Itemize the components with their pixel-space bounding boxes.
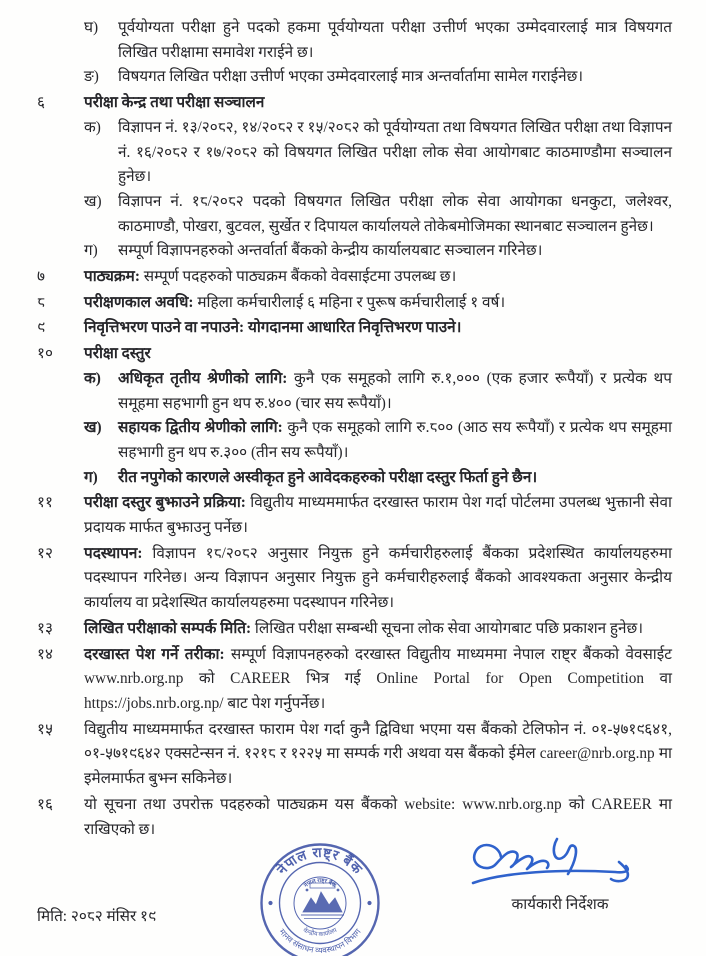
seal-inner-top-text: नेपाल राष्ट्र बैंक [303,878,337,890]
item-number: १५ [37,720,53,738]
text-run: कुनै एक समूहको लागि रु.१,००० (एक हजार रूपैयाँ) र प्रत्येक थप समूहमा सहभागी हुन थप रु.४०० (चार सय रूपैयाँ)। [118,369,672,412]
item-number: १४ [37,645,53,663]
item-text [84,491,672,540]
notice-list [37,16,672,842]
sub-item-text [118,466,672,491]
item-text [84,542,672,616]
notice-item [37,718,672,792]
text-run: परीक्षा केन्द्र तथा परीक्षा सञ्चालन [84,94,265,112]
item-text [84,643,672,717]
notice-item [37,91,672,264]
item-text [84,718,672,792]
text-run: परीक्षा दस्तुर [84,345,151,363]
notice-item [37,265,672,290]
item-body [84,265,672,290]
sub-item-text [118,65,672,90]
text-run: महिला कर्मचारीलाई ६ महिना र पुरूष कर्मचारीलाई १ वर्ष। [197,293,506,311]
sub-item-letter: ग) [84,468,98,486]
item-body [84,91,672,264]
item-number: १२ [37,544,53,562]
notice-footer [37,845,672,956]
text-run: सम्पूर्ण पदहरुको पाठ्यक्रम बैंकको वेवसाईटमा उपलब्ध छ। [143,268,457,286]
sub-item [84,116,672,190]
item-text [84,265,672,290]
text-run: विद्युतीय माध्यममार्फत दरखास्त फाराम पेश गर्दा कुनै द्विविधा भएमा यस बैंकको टेलिफोन नं. ०१-५७१९६४१, ०१-५७१९६४२ एक्सटेन्सन नं. १२१८ र १२२५ मा सम्पर्क गरी अथवा यस बैंकको ईमेल career@nrb.org.np मा इमेलमार्फत बुझ्न सकिनेछ। [84,720,672,788]
text-run: सहायक द्वितीय श्रेणीको लागि: [118,419,288,437]
text-run: अधिकृत तृतीय श्रेणीको लागि: [118,369,295,387]
notice-date: मिति: २०८२ मंसिर १९ [37,908,156,926]
svg-text:केन्द्रीय कार्यालय [302,926,339,938]
notice-item [37,16,672,90]
notice-item [37,342,672,490]
sub-item-text [118,190,672,239]
executive-director-signature-icon [465,831,655,893]
item-body [84,291,672,316]
signatory-title: कार्यकारी निर्देशक [511,896,609,914]
text-run: यो सूचना तथा उपरोक्त पदहरुको पाठ्यक्रम यस बैंकको website: www.nrb.org.np को CAREER मा राखिएको छ। [84,795,672,838]
signature-block [450,831,670,918]
text-run: पूर्वयोग्यता परीक्षा हुने पदको हकमा पूर्वयोग्यता परीक्षा उत्तीर्ण भएका उम्मेदवारलाई मात्र विषयगत लिखित परीक्षामा समावेश गराईने छ। [118,19,672,61]
notice-item [37,542,672,616]
item-body [84,16,672,90]
sub-item [84,466,672,491]
text-run: परीक्षा दस्तुर बुझाउने प्रक्रिया: [84,494,251,512]
item-number: ९ [37,319,45,337]
item-number: १६ [37,795,53,813]
sub-item-letter: ङ) [84,68,99,86]
item-number: ६ [37,94,45,112]
text-run: कुनै एक समूहको लागि रु.८०० (आठ सय रूपैयाँ) र प्रत्येक थप समूहमा सहभागी हुन थप रु.३०० (तीन सय रूपैयाँ)। [118,419,673,461]
sub-item-text [118,367,672,416]
text-run: परीक्षणकाल अवधि: [84,293,198,311]
item-number: ११ [37,494,53,512]
item-text [84,91,672,116]
item-text [84,291,672,316]
notice-item [37,316,672,341]
sub-item-text [118,116,672,190]
item-body [84,718,672,792]
text-run: सम्पूर्ण विज्ञापनहरुको अन्तर्वार्ता बैंकको केन्द्रीय कार्यालयबाट सञ्चालन गरिनेछ। [118,242,543,260]
sub-item [84,239,672,264]
seal-outer-bottom-text: मानव संसाधन व्यवस्थापन विभाग [277,927,363,956]
item-number: ८ [37,293,45,311]
item-number: ७ [37,268,45,286]
sub-item-letter: क) [84,118,101,136]
text-run: विज्ञापन १८/२०८२ अनुसार नियुक्त हुने कर्मचारीहरुलाई बैंकका प्रदेशस्थित कार्यालयहरुमा पदस्थापन गरिनेछ। अन्य विज्ञापन अनुसार नियुक्त हुने कर्मचारीहरुलाई बैंकको आवश्यकता अनुसार केन्द्रीय कार्यालय वा प्रदेशस्थित कार्यालयहरुमा पदस्थापन गरिनेछ। [84,544,672,612]
item-body [84,617,672,642]
item-body [84,491,672,540]
item-body [84,316,672,341]
text-run: विज्ञापन नं. १३/२०८२, १४/२०८२ र १५/२०८२ को पूर्वयोग्यता तथा विषयगत लिखित परीक्षा तथा विज्ञापन नं. १६/२०८२ र १७/२०८२ को विषयगत लिखित परीक्षा लोक सेवा आयोगबाट काठमाण्डौमा सञ्चालन हुनेछ। [118,118,672,186]
sub-item [84,190,672,239]
item-body [84,643,672,717]
seal-inner-bottom-text: केन्द्रीय कार्यालय [301,927,339,939]
sub-item-text [118,16,672,65]
text-run: विज्ञापन नं. १८/२०८२ पदको विषयगत लिखित परीक्षा लोक सेवा आयोगका धनकुटा, जलेश्वर, काठमाण्डौ, पोखरा, बुटवल, सुर्खेत र दिपायल कार्यालयले तोकेबमोजिमका स्थानबाट सञ्चालन हुनेछ। [118,192,672,235]
item-number: १० [37,345,53,363]
item-body [84,542,672,616]
sub-item-letter: ख) [84,419,102,437]
sub-item-letter: क) [84,369,101,387]
sub-item-text [118,416,672,465]
sub-item-letter: ग) [84,242,98,260]
item-text [84,617,672,642]
sub-item-text [118,239,672,264]
text-run: पाठ्यक्रम: [84,268,144,286]
text-run: लिखित परीक्षा सम्बन्धी सूचना लोक सेवा आयोगबाट पछि प्रकाशन हुनेछ। [254,619,644,637]
svg-text:नेपाल राष्ट्र बैंक [273,845,366,878]
text-run: रीत नपुगेको कारणले अस्वीकृत हुने आवेदकहरुको परीक्षा दस्तुर फिर्ता हुने छैन। [118,468,538,486]
text-run: दरखास्त पेश गर्ने तरीका: [84,645,231,663]
sub-item-letter: ख) [84,192,102,210]
bank-seal-stamp-icon [258,841,382,956]
item-number: १३ [37,619,53,637]
notice-item [37,291,672,316]
text-run: पदस्थापन: [84,544,153,562]
sub-item [84,367,672,416]
notice-item [37,643,672,717]
seal-outer-top-text: नेपाल राष्ट्र बैंक [274,845,366,878]
sub-item-letter: घ) [84,19,99,36]
item-body [84,342,672,490]
sub-item [84,16,672,65]
sub-item [84,65,672,90]
text-run: लिखित परीक्षाको सम्पर्क मिति: [84,619,255,637]
sub-item [84,416,672,465]
text-run: विद्युतीय माध्यममार्फत दरखास्त फाराम पेश गर्दा पोर्टलमा उपलब्ध भुक्तानी सेवा प्रदायक मार्फत बुझाउनु पर्नेछ। [84,494,672,537]
text-run: विषयगत लिखित परीक्षा उत्तीर्ण भएका उम्मेदवारलाई मात्र अन्तर्वार्तामा सामेल गराईनेछ। [118,68,584,86]
item-text [84,316,672,341]
notice-item [37,491,672,540]
text-run: निवृत्तिभरण पाउने वा नपाउने: योगदानमा आधारित निवृत्तिभरण पाउने। [84,319,462,337]
notice-item [37,617,672,642]
item-text [84,342,672,367]
text-run: सम्पूर्ण विज्ञापनहरुको दरखास्त विद्युतीय माध्यममा नेपाल राष्ट्र बैंकको वेवसाईट www.nrb.org.np को CAREER भित्र गई Online Portal for Open Competition वा https://jobs.nrb.org.np/ बाट पेश गर्नुपर्नेछ। [84,645,672,712]
